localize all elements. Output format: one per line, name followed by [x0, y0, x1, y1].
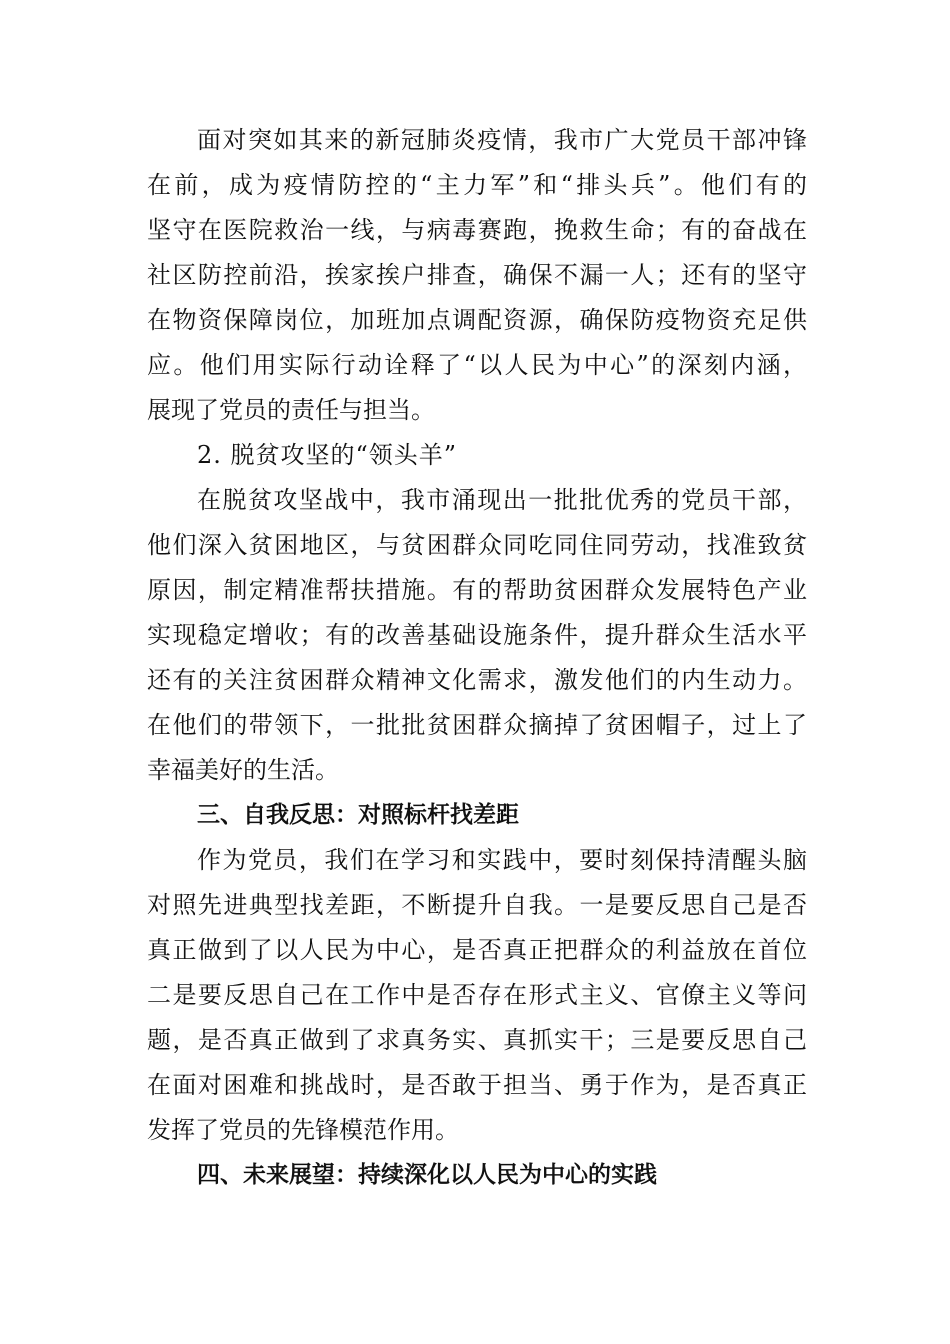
paragraph-line: 面对突如其来的新冠肺炎疫情，我市广大党员干部冲锋: [197, 126, 807, 154]
paragraph-line: 发挥了党员的先锋模范作用。: [147, 1116, 459, 1144]
paragraph-line: 真正做到了以人民为中心，是否真正把群众的利益放在首位: [147, 936, 807, 964]
paragraph-line: 幸福美好的生活。: [147, 756, 339, 784]
paragraph-line: 对照先进典型找差距，不断提升自我。一是要反思自己是否: [147, 891, 807, 919]
paragraph-line: 展现了党员的责任与担当。: [147, 396, 435, 424]
paragraph-line: 应。他们用实际行动诠释了“以人民为中心”的深刻内涵，: [147, 351, 807, 379]
paragraph-line: 在面对困难和挑战时，是否敢于担当、勇于作为，是否真正: [147, 1071, 807, 1099]
paragraph-line: 在物资保障岗位，加班加点调配资源，确保防疫物资充足供: [147, 306, 807, 334]
paragraph-line: 作为党员，我们在学习和实践中，要时刻保持清醒头脑: [197, 846, 807, 874]
paragraph-line: 在脱贫攻坚战中，我市涌现出一批批优秀的党员干部，: [197, 486, 807, 514]
subheading: 2. 脱贫攻坚的“领头羊”: [197, 441, 458, 469]
section-heading: 四、未来展望：持续深化以人民为中心的实践: [197, 1162, 657, 1188]
paragraph-line: 在前，成为疫情防控的“主力军”和“排头兵”。他们有的: [147, 171, 807, 199]
paragraph-line: 实现稳定增收；有的改善基础设施条件，提升群众生活水平: [147, 621, 807, 649]
section-heading: 三、自我反思：对照标杆找差距: [197, 802, 519, 828]
paragraph-line: 二是要反思自己在工作中是否存在形式主义、官僚主义等问: [147, 981, 807, 1009]
paragraph-line: 在他们的带领下，一批批贫困群众摘掉了贫困帽子，过上了: [147, 711, 807, 739]
paragraph-line: 还有的关注贫困群众精神文化需求，激发他们的内生动力。: [147, 666, 807, 694]
paragraph-line: 坚守在医院救治一线，与病毒赛跑，挽救生命；有的奋战在: [147, 216, 807, 244]
paragraph-line: 社区防控前沿，挨家挨户排查，确保不漏一人；还有的坚守: [147, 261, 807, 289]
paragraph-line: 他们深入贫困地区，与贫困群众同吃同住同劳动，找准致贫: [147, 531, 807, 559]
paragraph-line: 题，是否真正做到了求真务实、真抓实干；三是要反思自己: [147, 1026, 807, 1054]
paragraph-line: 原因，制定精准帮扶措施。有的帮助贫困群众发展特色产业: [147, 576, 807, 604]
